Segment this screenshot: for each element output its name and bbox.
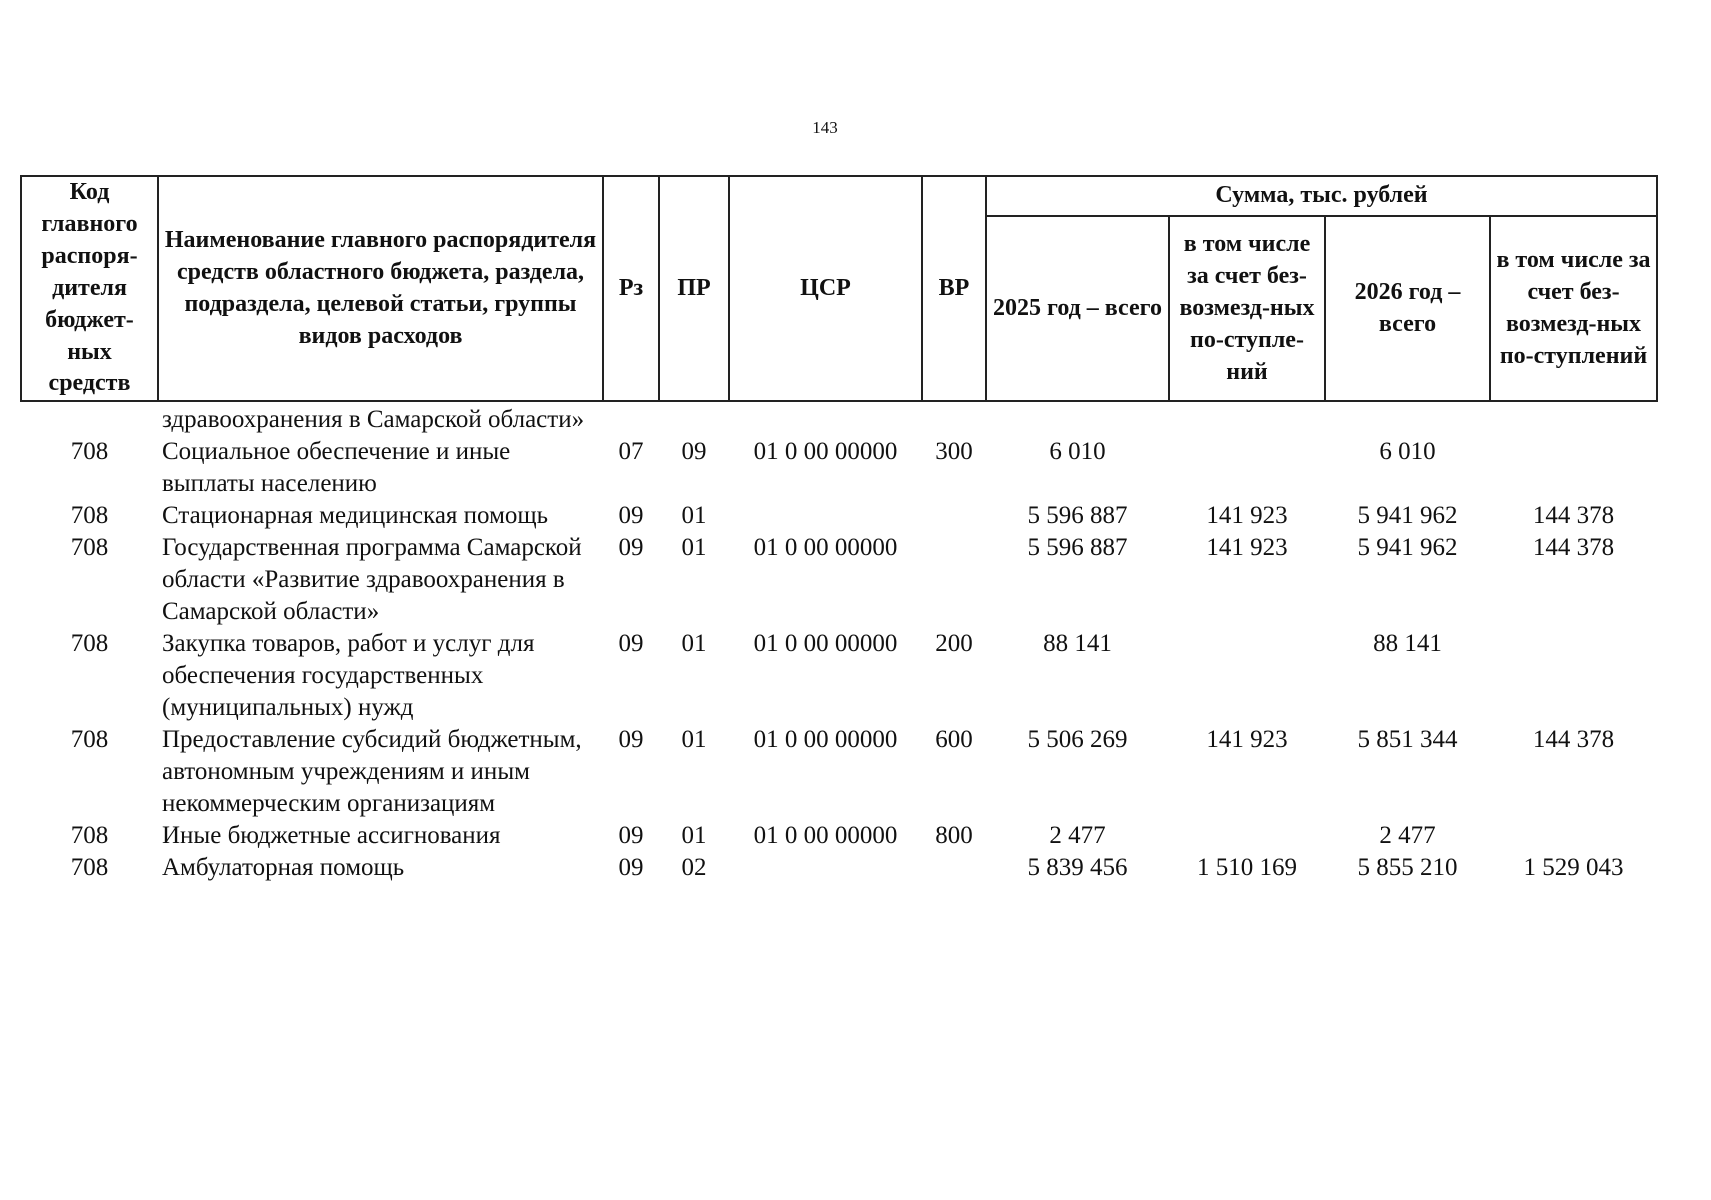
cell-pr: 01 xyxy=(681,822,707,850)
cell-csr: 01 0 00 00000 xyxy=(753,630,898,658)
cell-2026-free xyxy=(1490,436,1657,500)
cell-2025-free: 141 923 xyxy=(1206,502,1288,530)
cell-vr: 800 xyxy=(935,822,973,850)
cell-2025-free xyxy=(1169,401,1325,436)
header-2025-total: 2025 год – всего xyxy=(986,216,1169,401)
cell-rz: 09 xyxy=(618,534,644,562)
header-pr: ПР xyxy=(659,176,729,401)
cell-2026-total: 5 855 210 xyxy=(1357,854,1458,882)
cell-rz: 09 xyxy=(618,854,644,882)
cell-2026-free: 144 378 xyxy=(1532,726,1615,754)
budget-table xyxy=(20,175,1658,884)
cell-code: 708 xyxy=(70,854,109,882)
cell-csr: 01 0 00 00000 xyxy=(753,438,898,466)
cell-pr: 01 xyxy=(681,726,707,754)
cell-name: Амбулаторная помощь xyxy=(162,854,405,882)
table-row xyxy=(21,820,1657,852)
table-body xyxy=(21,401,1657,884)
cell-2026-free: 144 378 xyxy=(1532,502,1615,530)
cell-2025-total: 5 506 269 xyxy=(1027,726,1128,754)
cell-code xyxy=(21,401,158,436)
cell-pr: 01 xyxy=(681,502,707,530)
cell-code: 708 xyxy=(70,726,109,754)
cell-2025-free xyxy=(1169,820,1325,852)
cell-2026-total: 88 141 xyxy=(1373,630,1442,658)
cell-pr xyxy=(659,401,729,436)
cell-rz: 09 xyxy=(618,726,644,754)
cell-2026-total: 5 941 962 xyxy=(1357,502,1458,530)
cell-rz: 09 xyxy=(618,822,644,850)
cell-code: 708 xyxy=(70,438,109,466)
cell-2025-total xyxy=(986,401,1169,436)
cell-vr: 600 xyxy=(935,726,973,754)
cell-name: Иные бюджетные ассигнования xyxy=(162,822,501,850)
cell-vr xyxy=(922,852,986,884)
cell-rz xyxy=(603,401,659,436)
cell-vr: 300 xyxy=(935,438,973,466)
cell-vr: 200 xyxy=(935,630,973,658)
cell-vr xyxy=(922,401,986,436)
cell-2025-total: 5 596 887 xyxy=(1027,534,1128,562)
cell-rz: 09 xyxy=(618,630,644,658)
cell-name: Закупка товаров, работ и услуг для обеспечения государственных (муниципальных) нужд xyxy=(162,630,535,722)
header-sum: Сумма, тыс. рублей xyxy=(986,176,1657,216)
cell-code: 708 xyxy=(70,502,109,530)
cell-rz: 07 xyxy=(618,438,644,466)
cell-2026-free xyxy=(1490,401,1657,436)
cell-2026-total: 6 010 xyxy=(1379,438,1436,466)
cell-name: Социальное обеспечение и иные выплаты населению xyxy=(162,438,511,498)
header-rz: Рз xyxy=(603,176,659,401)
cell-vr xyxy=(922,500,986,532)
cell-csr xyxy=(729,401,922,436)
cell-code: 708 xyxy=(70,534,109,562)
header-2026-total: 2026 год – всего xyxy=(1325,216,1490,401)
cell-pr: 01 xyxy=(681,534,707,562)
table-row xyxy=(21,724,1657,820)
cell-pr: 09 xyxy=(681,438,707,466)
cell-2026-total: 2 477 xyxy=(1379,822,1436,850)
cell-2025-free: 141 923 xyxy=(1206,534,1288,562)
header-code: Код главного распоря-дителя бюджет-ных средств xyxy=(21,176,158,401)
cell-2026-total: 5 941 962 xyxy=(1357,534,1458,562)
cell-name: Стационарная медицинская помощь xyxy=(162,502,549,530)
cell-2025-free: 141 923 xyxy=(1206,726,1288,754)
page-number: 143 xyxy=(812,118,838,137)
table-row xyxy=(21,401,1657,436)
header-vr: ВР xyxy=(922,176,986,401)
cell-2025-total: 5 839 456 xyxy=(1027,854,1128,882)
header-2026-free: в том числе за счет без-возмезд-ных по-ступлений xyxy=(1490,216,1657,401)
cell-2026-free xyxy=(1490,820,1657,852)
table-row xyxy=(21,532,1657,628)
cell-vr xyxy=(922,532,986,628)
cell-pr: 01 xyxy=(681,630,707,658)
table-header xyxy=(21,176,1657,401)
cell-csr xyxy=(729,500,922,532)
cell-name: Предоставление субсидий бюджетным, автономным учреждениям и иным некоммерческим организациям xyxy=(162,726,582,818)
cell-csr: 01 0 00 00000 xyxy=(753,822,898,850)
cell-2025-total: 5 596 887 xyxy=(1027,502,1128,530)
table-row xyxy=(21,436,1657,500)
table-row xyxy=(21,852,1657,884)
header-name: Наименование главного распорядителя средств областного бюджета, раздела, подраздела, целевой статьи, группы видов расходов xyxy=(158,176,603,401)
cell-code: 708 xyxy=(70,822,109,850)
cell-name: Государственная программа Самарской области «Развитие здравоохранения в Самарской области» xyxy=(162,534,582,626)
cell-2025-total: 6 010 xyxy=(1049,438,1106,466)
cell-csr: 01 0 00 00000 xyxy=(753,726,898,754)
table-row xyxy=(21,628,1657,724)
cell-2025-free: 1 510 169 xyxy=(1197,854,1297,882)
cell-2026-total xyxy=(1325,401,1490,436)
cell-csr: 01 0 00 00000 xyxy=(753,534,898,562)
cell-2025-free xyxy=(1169,628,1325,724)
cell-2026-free xyxy=(1490,628,1657,724)
cell-csr xyxy=(729,852,922,884)
cell-2026-free: 144 378 xyxy=(1532,534,1615,562)
cell-name: здравоохранения в Самарской области» xyxy=(162,406,585,434)
table-row xyxy=(21,500,1657,532)
cell-2026-free: 1 529 043 xyxy=(1523,854,1624,882)
cell-code: 708 xyxy=(70,630,109,658)
header-2025-free: в том числе за счет без-возмезд-ных по-ступле-ний xyxy=(1169,216,1325,401)
cell-pr: 02 xyxy=(681,854,707,882)
cell-rz: 09 xyxy=(618,502,644,530)
cell-2025-total: 2 477 xyxy=(1049,822,1106,850)
cell-2025-free xyxy=(1169,436,1325,500)
header-csr: ЦСР xyxy=(729,176,922,401)
cell-2026-total: 5 851 344 xyxy=(1357,726,1458,754)
cell-2025-total: 88 141 xyxy=(1043,630,1112,658)
